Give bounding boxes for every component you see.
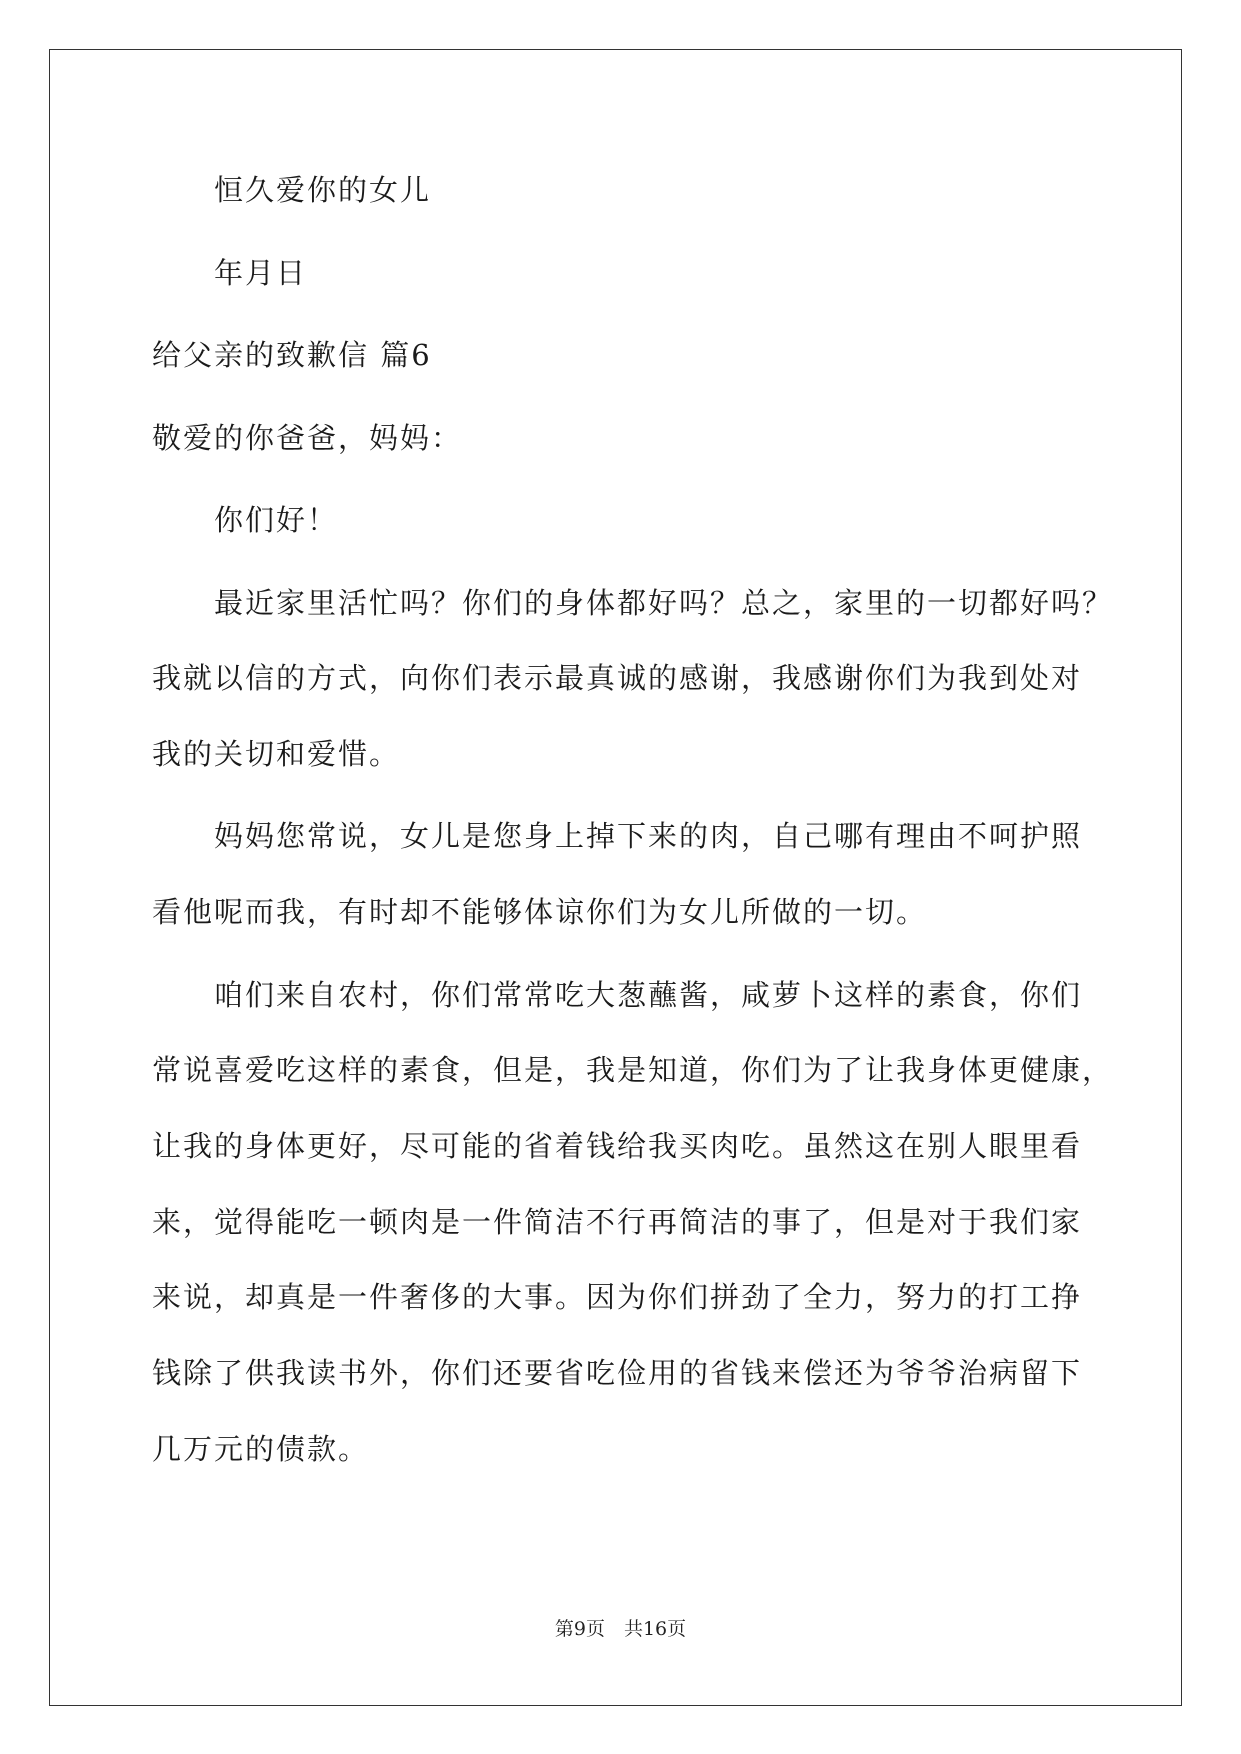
greeting: 你们好！ xyxy=(214,503,339,537)
body-line: 常说喜爱吃这样的素食，但是，我是知道，你们为了让我身体更健康， xyxy=(152,1053,1114,1087)
closing-signature: 恒久爱你的女儿 xyxy=(214,173,432,207)
body-line: 来说，却真是一件奢侈的大事。因为你们拼劲了全力，努力的打工挣 xyxy=(152,1280,1083,1314)
body-line: 钱除了供我读书外，你们还要省吃俭用的省钱来偿还为爷爷治病留下 xyxy=(152,1356,1083,1390)
body-line: 咱们来自农村，你们常常吃大葱蘸酱，咸萝卜这样的素食，你们 xyxy=(214,978,1083,1012)
salutation: 敬爱的你爸爸，妈妈： xyxy=(152,421,463,455)
body-line: 几万元的债款。 xyxy=(152,1432,370,1466)
body-line: 最近家里活忙吗？你们的身体都好吗？总之，家里的一切都好吗？ xyxy=(214,586,1114,620)
body-line: 妈妈您常说，女儿是您身上掉下来的肉，自己哪有理由不呵护照 xyxy=(214,819,1083,853)
page-number-footer: 第9页 共16页 xyxy=(554,1618,687,1640)
body-line: 我的关切和爱惜。 xyxy=(152,737,401,771)
body-line: 看他呢而我，有时却不能够体谅你们为女儿所做的一切。 xyxy=(152,895,928,929)
closing-date: 年月日 xyxy=(214,256,308,290)
section-title: 给父亲的致歉信 篇6 xyxy=(152,338,432,372)
body-line: 让我的身体更好，尽可能的省着钱给我买肉吃。虽然这在别人眼里看 xyxy=(152,1129,1083,1163)
body-line: 我就以信的方式，向你们表示最真诚的感谢，我感谢你们为我到处对 xyxy=(152,661,1083,695)
body-line: 来，觉得能吃一顿肉是一件简洁不行再简洁的事了，但是对于我们家 xyxy=(152,1205,1083,1239)
